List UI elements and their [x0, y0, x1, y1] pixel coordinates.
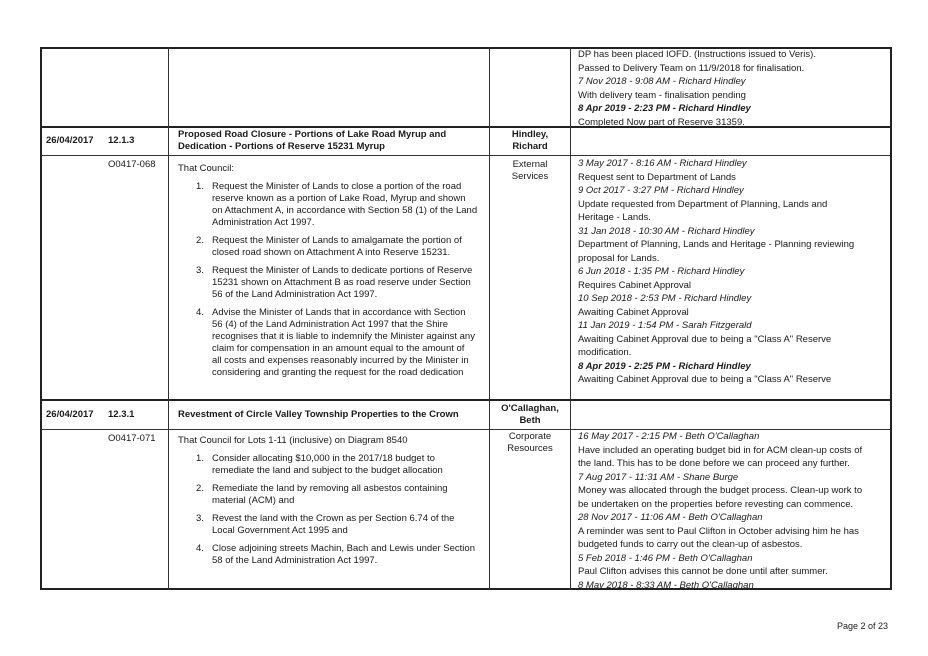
resolution-line: Advise the Minister of Lands that in accordance with Section: [212, 307, 466, 318]
resolution-line: Remediate the land by removing all asbestos containing: [212, 483, 448, 494]
item-date: 26/04/2017: [46, 135, 94, 146]
minutes-table: [40, 47, 892, 590]
resolution-number: 1.: [196, 181, 204, 192]
resolution-item: [178, 543, 484, 567]
log-entry-timestamp: 7 Aug 2017 - 11:31 AM - Shane Burge: [578, 471, 739, 483]
log-entry-text: Department of Planning, Lands and Heritage - Planning reviewing: [578, 239, 855, 250]
column-divider: [489, 47, 490, 590]
log-entry-timestamp: 5 Feb 2018 - 1:46 PM - Beth O'Callaghan: [578, 552, 753, 564]
resolution-number: 1.: [196, 453, 204, 464]
resolution-item: [178, 235, 484, 259]
directorate: Corporate Resources: [507, 431, 553, 454]
item-title: Revestment of Circle Valley Township Properties to the Crown: [178, 409, 459, 420]
resolution-line: closed road shown on Attachment A into Reserve 15231.: [212, 247, 451, 258]
column-divider: [570, 47, 571, 590]
log-entry-timestamp: 8 Apr 2019 - 2:23 PM - Richard Hindley: [578, 103, 751, 114]
resolution-line: Request the Minister of Lands to close a portion of the road: [212, 181, 462, 192]
log-entry-timestamp: 16 May 2017 - 2:15 PM - Beth O'Callaghan: [578, 431, 760, 442]
resolution-intro: That Council:: [178, 163, 234, 174]
log-entry-text: With delivery team - finalisation pending: [578, 89, 746, 101]
resolution-text: [178, 163, 484, 385]
log-entry-timestamp: 8 Apr 2019 - 2:25 PM - Richard Hindley: [578, 360, 751, 372]
resolution-number: 2.: [196, 235, 204, 246]
resolution-item: [178, 265, 484, 301]
resolution-line: Consider allocating $10,000 in the 2017/18 budget to: [212, 453, 435, 464]
progress-log: [578, 158, 884, 388]
log-entry-timestamp: 11 Jan 2019 - 1:54 PM - Sarah Fitzgerald: [578, 320, 752, 331]
log-entry-text: Update requested from Department of Planning, Lands and: [578, 198, 828, 210]
log-entry-text: Request sent to Department of Lands: [578, 171, 736, 183]
log-entry-text: Requires Cabinet Approval: [578, 279, 692, 291]
resolution-line: 56 (4) of the Land Administration Act 1997 that the Shire: [212, 319, 449, 330]
log-entry-text: Awaiting Cabinet Approval: [578, 306, 689, 318]
log-entry-text: the land. This has to be done before we can proceed any further.: [578, 458, 850, 469]
resolution-line: claim for compensation in an amount equal to the amount of: [212, 343, 465, 354]
resolution-line: 15231 shown on Attachment B as road reserve under Section: [212, 277, 471, 288]
resolution-line: considering and granting the request for the road dedication: [212, 367, 464, 378]
resolution-line: Request the Minister of Lands to dedicate portions of Reserve: [212, 265, 473, 276]
resolution-line: on Attachment A, in accordance with Section 58 (1) of the Land: [212, 205, 478, 216]
resolution-line: 56 of the Land Administration Act 1997.: [212, 289, 378, 300]
log-entry-text: Awaiting Cabinet Approval due to being a "Class A" Reserve: [578, 333, 832, 345]
progress-log: [578, 431, 884, 593]
prior-item-log: [578, 49, 884, 130]
resolution-line: recognises that it is liable to indemnify the Minister against any: [212, 331, 475, 342]
log-entry-text: Have included an operating budget bid in for ACM clean-up costs of: [578, 444, 863, 456]
log-entry-text: Heritage - Lands.: [578, 212, 651, 223]
log-entry-text: Passed to Delivery Team on 11/9/2018 for finalisation.: [578, 62, 805, 74]
resolution-item: [178, 307, 484, 379]
log-entry-timestamp: 3 May 2017 - 8:16 AM - Richard Hindley: [578, 158, 747, 169]
page-number: Page 2 of 23: [836, 621, 888, 631]
responsible-officer: O'Callaghan, Beth: [501, 403, 559, 426]
resolution-reference: O0417-071: [108, 433, 156, 444]
resolution-line: Local Government Act 1995 and: [212, 525, 348, 536]
log-entry-text: Paul Clifton advises this cannot be done until after summer.: [578, 566, 828, 577]
resolution-line: Close adjoining streets Machin, Bach and Lewis under Section: [212, 543, 475, 554]
item-number: 12.3.1: [108, 409, 135, 420]
resolution-line: reserve known as a portion of Lake Road, Myrup and shown: [212, 193, 466, 204]
log-entry-timestamp: 8 May 2018 - 8:33 AM - Beth O'Callaghan: [578, 579, 754, 591]
log-entry-text: Completed Now part of Reserve 31359.: [578, 116, 745, 128]
resolution-line: 58 of the Land Administration Act 1997.: [212, 555, 378, 566]
log-entry-timestamp: 7 Nov 2018 - 9:08 AM - Richard Hindley: [578, 76, 746, 87]
log-entry-text: proposal for Lands.: [578, 252, 660, 264]
resolution-text: [178, 435, 484, 573]
resolution-line: Revest the land with the Crown as per Section 6.74 of the: [212, 513, 455, 524]
responsible-officer: Hindley, Richard: [511, 129, 549, 152]
resolution-list: [178, 181, 484, 379]
resolution-item: [178, 453, 484, 477]
resolution-line: remediate the land and subject to the budget allocation: [212, 465, 443, 476]
log-entry-timestamp: 9 Oct 2017 - 3:27 PM - Richard Hindley: [578, 185, 744, 196]
directorate: External Services: [511, 159, 549, 182]
log-entry-text: budgeted funds to carry out the clean-up of asbestos.: [578, 539, 803, 550]
resolution-line: material (ACM) and: [212, 495, 295, 506]
log-entry-timestamp: 31 Jan 2018 - 10:30 AM - Richard Hindley: [578, 225, 755, 237]
log-entry-text: Money was allocated through the budget process. Clean-up work to: [578, 485, 863, 496]
table-right-border: [890, 47, 892, 590]
resolution-list: [178, 453, 484, 567]
log-entry-timestamp: 6 Jun 2018 - 1:35 PM - Richard Hindley: [578, 266, 745, 277]
resolution-line: Request the Minister of Lands to amalgamate the portion of: [212, 235, 462, 246]
log-entry-text: DP has been placed IOFD. (Instructions issued to Veris).: [578, 49, 816, 60]
resolution-line: Administration Act 1997.: [212, 217, 315, 228]
resolution-number: 4.: [196, 543, 204, 554]
resolution-item: [178, 483, 484, 507]
log-entry-text: be undertaken on the properties before revesting can commence.: [578, 498, 854, 510]
resolution-number: 4.: [196, 307, 204, 318]
resolution-item: [178, 181, 484, 229]
resolution-reference: O0417-068: [108, 159, 156, 170]
resolution-item: [178, 513, 484, 537]
resolution-intro: That Council for Lots 1-11 (inclusive) on Diagram 8540: [178, 435, 408, 446]
log-entry-text: Awaiting Cabinet Approval due to being a "Class A" Reserve: [578, 374, 832, 385]
column-divider: [168, 47, 169, 590]
resolution-number: 3.: [196, 513, 204, 524]
resolution-number: 2.: [196, 483, 204, 494]
item-number: 12.1.3: [108, 135, 135, 146]
log-entry-timestamp: 10 Sep 2018 - 2:53 PM - Richard Hindley: [578, 293, 752, 304]
log-entry-text: modification.: [578, 347, 632, 358]
log-entry-text: A reminder was sent to Paul Clifton in October advising him he has: [578, 525, 859, 537]
item-date: 26/04/2017: [46, 409, 94, 420]
resolution-number: 3.: [196, 265, 204, 276]
item-title: Proposed Road Closure - Portions of Lake Road Myrup and Dedication - Portions of Reserve 15231 Myrup: [178, 129, 447, 152]
resolution-line: all costs and expenses reasonably incurred by the Minister in: [212, 355, 469, 366]
log-entry-timestamp: 28 Nov 2017 - 11:06 AM - Beth O'Callaghan: [578, 512, 763, 523]
table-left-border: [40, 47, 42, 590]
